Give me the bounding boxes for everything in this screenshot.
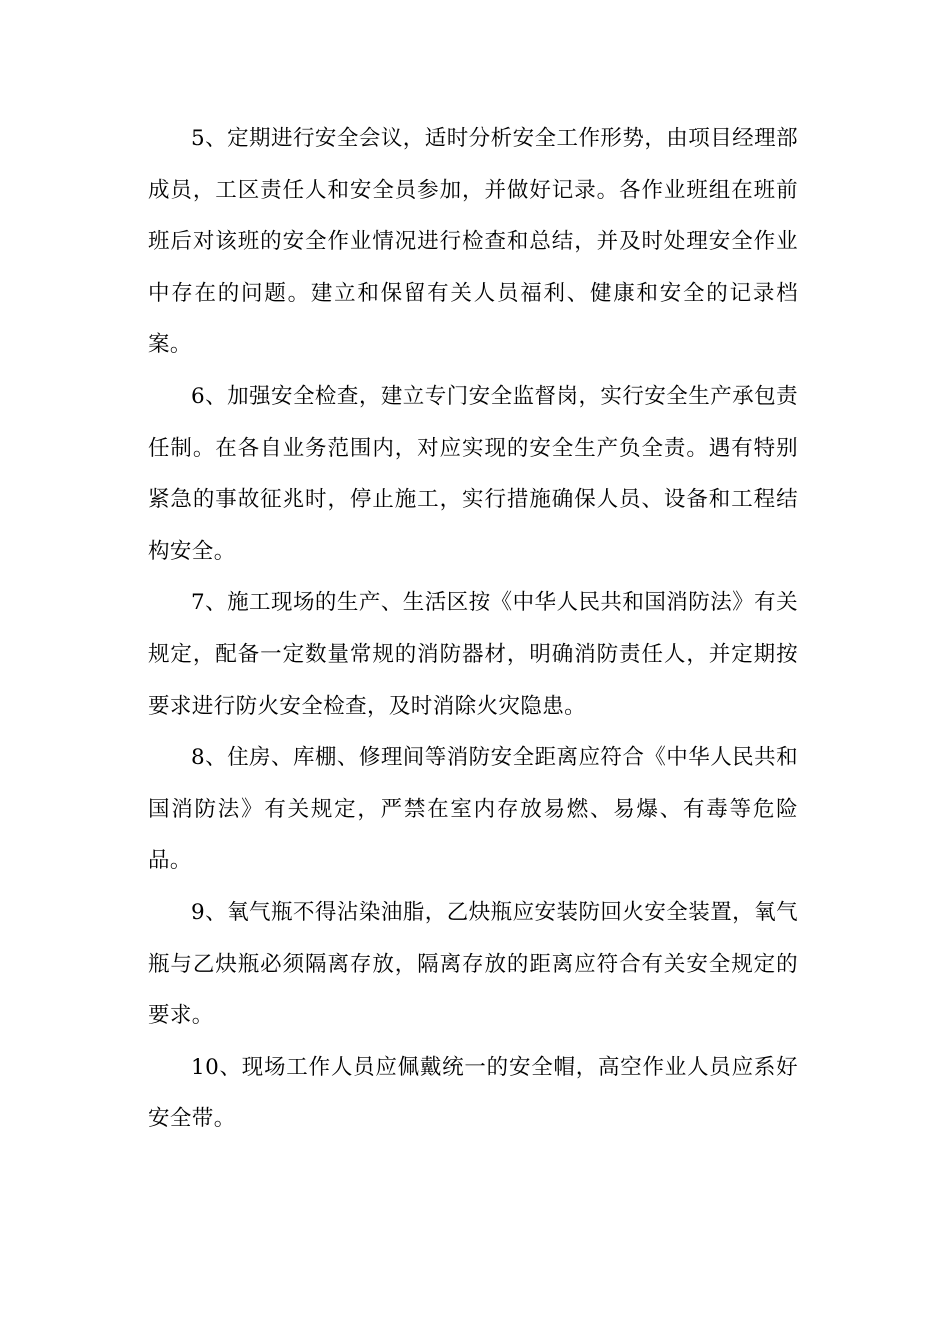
paragraph-item-5: 5、定期进行安全会议，适时分析安全工作形势，由项目经理部成员，工区责任人和安全员参加，并做好记录。各作业班组在班前班后对该班的安全作业情况进行检查和总结，并及时处理安全作业中存在的问题。建立和保留有关人员福利、健康和安全的记录档案。 [148,126,798,358]
paragraph-item-9: 9、氧气瓶不得沾染油脂，乙炔瓶应安装防回火安全装置，氧气瓶与乙炔瓶必须隔离存放，隔离存放的距离应符合有关安全规定的要求。 [148,899,798,1029]
paragraph-item-8: 8、住房、库棚、修理间等消防安全距离应符合《中华人民共和国消防法》有关规定，严禁在室内存放易燃、易爆、有毒等危险品。 [148,745,798,874]
paragraph-item-7: 7、施工现场的生产、生活区按《中华人民共和国消防法》有关规定，配备一定数量常规的消防器材，明确消防责任人，并定期按要求进行防火安全检查，及时消除火灾隐患。 [148,590,798,719]
document-body [148,113,798,1145]
paragraph-item-6: 6、加强安全检查，建立专门安全监督岗，实行安全生产承包责任制。在各自业务范围内，对应实现的安全生产负全责。遇有特别紧急的事故征兆时，停止施工，实行措施确保人员、设备和工程结构安全。 [148,383,798,564]
paragraph-item-10: 10、现场工作人员应佩戴统一的安全帽，高空作业人员应系好安全带。 [148,1054,798,1132]
